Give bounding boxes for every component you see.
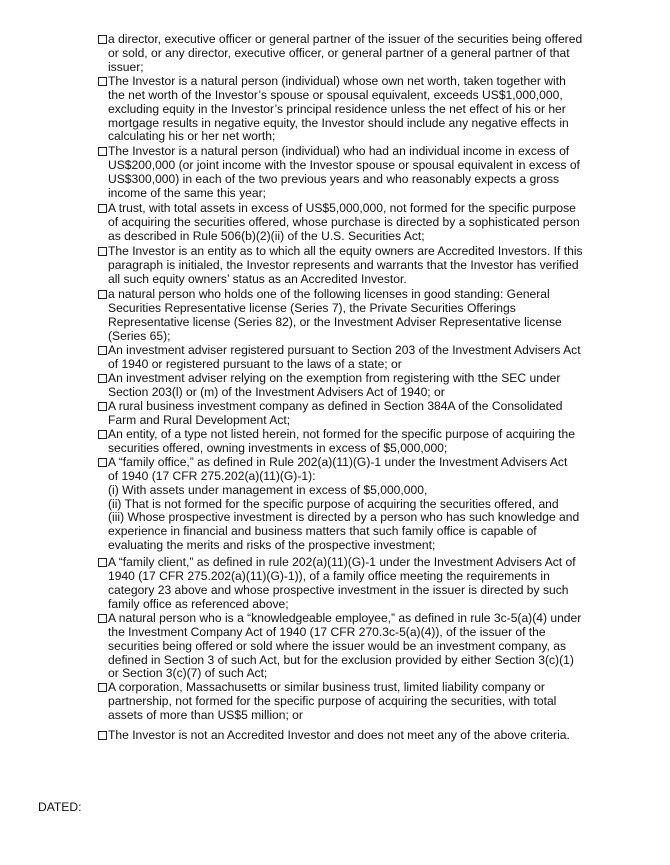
checkbox[interactable]: [98, 77, 107, 86]
criteria-item: [98, 428, 598, 456]
text-line: An investment adviser relying on the exemption from registering with tthe SEC under: [108, 371, 561, 385]
criteria-item: [98, 612, 598, 681]
text-line: a natural person who holds one of the following licenses in good standing: General: [108, 287, 550, 301]
text-line: of 1940 or registered pursuant to the laws of a state; or: [108, 356, 402, 371]
text-line: A corporation, Massachusetts or similar business trust, limited liability company or: [108, 680, 545, 694]
text-line: paragraph is initialed, the Investor represents and warrants that the Investor has verified: [108, 257, 579, 272]
text-line: as described in Rule 506(b)(2)(ii) of the U.S. Securities Act;: [108, 228, 425, 243]
criteria-item: [98, 400, 598, 428]
text-line: experience in financial and business matters that such family office is capable of: [108, 524, 537, 539]
text-line: US$200,000 (or joint income with the Investor spouse or spousal equivalent in excess of: [108, 157, 580, 172]
criteria-text: [108, 372, 598, 400]
criteria-item: [98, 729, 598, 743]
text-line: A natural person who is a “knowledgeable employee,” as defined in rule 3c-5(a)(4) under: [108, 611, 582, 625]
text-line: The Investor is a natural person (individual) whose own net worth, taken together with: [108, 74, 566, 88]
criteria-text: [108, 202, 598, 244]
text-line: of acquiring the securities offered, whose purchase is directed by a sophisticated person: [108, 214, 580, 229]
text-line: 1940 (17 CFR 275.202(a)(11)(G)-1)), of a family office meeting the requirements in: [108, 568, 550, 583]
text-line: Representative license (Series 82), or the Investment Adviser Representative license: [108, 314, 562, 329]
criteria-text: [108, 75, 598, 144]
text-line: family office as referenced above;: [108, 596, 289, 611]
criteria-text: [108, 245, 598, 287]
text-line: defined in Section 3 of such Act, but for the exclusion provided by either Section 3(c)(1): [108, 652, 574, 667]
text-line: Securities Representative license (Series 7), the Private Securities Offerings: [108, 300, 516, 315]
checkbox[interactable]: [98, 731, 107, 740]
criteria-text: [108, 428, 598, 456]
text-line: partnership, not formed for the specific purpose of acquiring the securities, with total: [108, 693, 557, 708]
text-line: excluding equity in the Investor’s principal residence unless the net effect of his or her: [108, 101, 566, 116]
text-line: securities offered, owning investments in excess of $5,000,000;: [108, 440, 448, 455]
criteria-item: [98, 75, 598, 144]
text-line: or sold, or any director, executive officer, or general partner of a general partner of that: [108, 45, 570, 60]
text-line: income of the same this year;: [108, 185, 266, 200]
text-line: The Investor is a natural person (individual) who had an individual income in excess of: [108, 144, 570, 158]
text-line: Farm and Rural Development Act;: [108, 412, 291, 427]
text-line: The Investor is not an Accredited Investor and does not meet any of the above criteria.: [108, 728, 570, 742]
text-line: (iii) Whose prospective investment is directed by a person who has such knowledge and: [108, 510, 580, 525]
text-line: calculating his or her net worth;: [108, 129, 276, 144]
text-line: evaluating the merits and risks of the prospective investment;: [108, 538, 436, 553]
criteria-text: [108, 145, 598, 200]
text-line: An investment adviser registered pursuant to Section 203 of the Investment Advisers Act: [108, 343, 581, 357]
criteria-item: [98, 33, 598, 75]
checkbox[interactable]: [98, 290, 107, 299]
criteria-item: [98, 456, 598, 553]
criteria-item: [98, 145, 598, 200]
checkbox[interactable]: [98, 614, 107, 623]
checkbox[interactable]: [98, 247, 107, 256]
text-line: or Section 3(c)(7) of such Act;: [108, 666, 268, 681]
text-line: A “family client,” as defined in rule 202(a)(11)(G)-1 under the Investment Advisers Act of: [108, 555, 576, 569]
criteria-text: [108, 729, 598, 743]
criteria-text: [108, 33, 598, 75]
checkbox[interactable]: [98, 558, 107, 567]
criteria-item: [98, 372, 598, 400]
text-line: A trust, with total assets in excess of US$5,000,000, not formed for the specific purpose: [108, 201, 576, 215]
checkbox[interactable]: [98, 430, 107, 439]
criteria-item: [98, 556, 598, 611]
text-line: An entity, of a type not listed herein, not formed for the specific purpose of acquiring the: [108, 427, 575, 441]
text-line: assets of more than US$5 million; or: [108, 707, 303, 722]
criteria-text: [108, 400, 598, 428]
text-line: all such equity owners’ status as an Accredited Investor.: [108, 271, 407, 286]
criteria-item: [98, 344, 598, 372]
criteria-item: [98, 202, 598, 244]
text-line: A “family office,” as defined in Rule 202(a)(11)(G)-1 under the Investment Advisers Act: [108, 455, 568, 469]
checkbox[interactable]: [98, 458, 107, 467]
text-line: (ii) That is not formed for the specific purpose of acquiring the securities offered, and: [108, 496, 559, 511]
dated-label: DATED:: [38, 800, 82, 814]
text-line: The Investor is an entity as to which all the equity owners are Accredited Investors. If this: [108, 244, 583, 258]
text-line: US$300,000) in each of the two previous years and who reasonably expects a gross: [108, 171, 560, 186]
text-line: the Investment Company Act of 1940 (17 CFR 270.3c-5(a)(4)), of the issuer of the: [108, 624, 546, 639]
criteria-item: [98, 245, 598, 287]
criteria-text: [108, 456, 598, 553]
checkbox[interactable]: [98, 204, 107, 213]
text-line: (Series 65);: [108, 328, 171, 343]
checkbox[interactable]: [98, 683, 107, 692]
checkbox[interactable]: [98, 374, 107, 383]
text-line: mortgage results in negative equity, the Investor should include any negative effects in: [108, 115, 569, 130]
text-line: issuer;: [108, 59, 144, 74]
checkbox[interactable]: [98, 35, 107, 44]
checkbox[interactable]: [98, 147, 107, 156]
criteria-item: [98, 288, 598, 343]
text-line: of 1940 (17 CFR 275.202(a)(11)(G)-1):: [108, 468, 316, 483]
criteria-text: [108, 612, 598, 681]
criteria-text: [108, 681, 598, 723]
text-line: (i) With assets under management in excess of $5,000,000,: [108, 482, 428, 497]
text-line: A rural business investment company as defined in Section 384A of the Consolidated: [108, 399, 563, 413]
checkbox[interactable]: [98, 402, 107, 411]
criteria-text: [108, 556, 598, 611]
checkbox[interactable]: [98, 346, 107, 355]
text-line: Section 203(l) or (m) of the Investment Advisers Act of 1940; or: [108, 384, 445, 399]
text-line: securities being offered or sold where the issuer would be an investment company, as: [108, 638, 567, 653]
text-line: the net worth of the Investor’s spouse or spousal equivalent, exceeds US$1,000,000,: [108, 87, 563, 102]
criteria-text: [108, 344, 598, 372]
text-line: a director, executive officer or general partner of the issuer of the securities being offered: [108, 32, 583, 46]
criteria-text: [108, 288, 598, 343]
text-line: category 23 above and whose prospective investment in the issuer is directed by such: [108, 582, 569, 597]
criteria-item: [98, 681, 598, 723]
